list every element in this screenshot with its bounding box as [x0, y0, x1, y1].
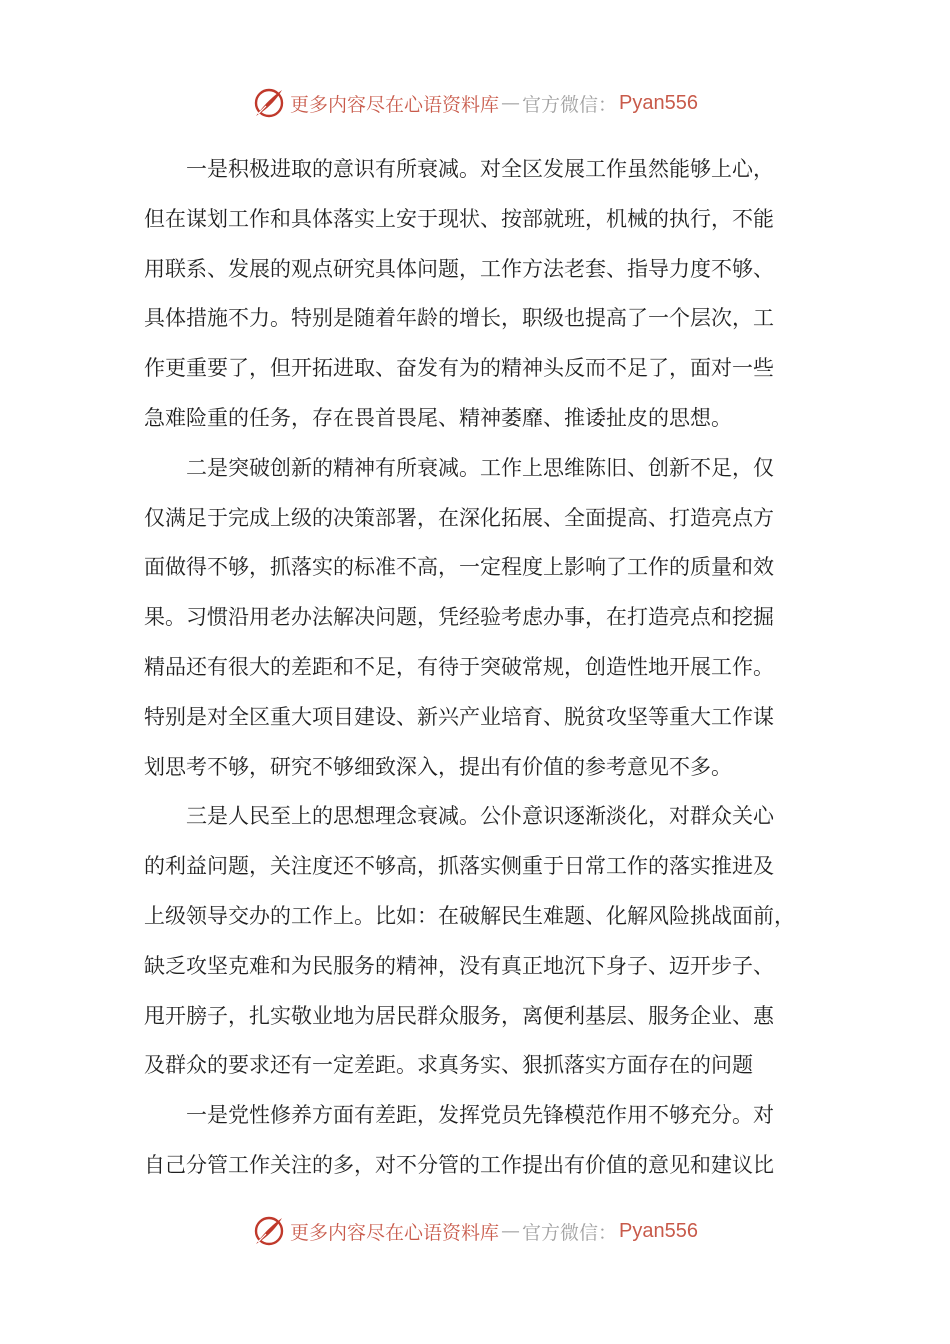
text-line: 三是人民至上的思想理念衰减。公仆意识逐渐淡化，对群众关心 — [186, 804, 774, 829]
header-banner — [0, 83, 950, 123]
text-line: 二是突破创新的精神有所衰减。工作上思维陈旧、创新不足，仅 — [186, 455, 774, 480]
text-line: 仅满足于完成上级的决策部署，在深化拓展、全面提高、打造亮点方 — [144, 505, 774, 530]
quill-logo-icon — [252, 1214, 286, 1248]
banner-separator: — — [501, 1220, 521, 1242]
banner-wechat-label: 官方微信： — [522, 93, 618, 116]
text-line: 自己分管工作关注的多，对不分管的工作提出有价值的意见和建议比 — [144, 1152, 774, 1177]
banner-wechat-id: Pyan556 — [619, 1219, 698, 1242]
text-line: 面做得不够，抓落实的标准不高，一定程度上影响了工作的质量和效 — [144, 555, 774, 580]
text-line: 特别是对全区重大项目建设、新兴产业培育、脱贫攻坚等重大工作谋 — [144, 704, 774, 729]
body-text — [144, 145, 804, 1191]
text-line: 划思考不够，研究不够细致深入，提出有价值的参考意见不多。 — [144, 754, 732, 779]
text-line: 上级领导交办的工作上。比如：在破解民生难题、化解风险挑战面前， — [144, 903, 795, 928]
banner-text: 更多内容尽在心语资料库 — [290, 93, 500, 116]
text-line: 具体措施不力。特别是随着年龄的增长，职级也提高了一个层次，工 — [144, 306, 774, 331]
banner-separator: — — [501, 92, 521, 114]
banner-wechat-id: Pyan556 — [619, 91, 698, 114]
banner-wechat-label: 官方微信： — [522, 1221, 618, 1244]
banner-text: 更多内容尽在心语资料库 — [290, 1221, 500, 1244]
footer-banner — [0, 1211, 950, 1251]
text-line: 但在谋划工作和具体落实上安于现状、按部就班，机械的执行，不能 — [144, 206, 774, 231]
text-line: 一是积极进取的意识有所衰减。对全区发展工作虽然能够上心， — [186, 157, 774, 181]
quill-logo-icon — [252, 86, 286, 120]
text-line: 精品还有很大的差距和不足，有待于突破常规，创造性地开展工作。 — [144, 654, 774, 679]
text-line: 一是党性修养方面有差距，发挥党员先锋模范作用不够充分。对 — [186, 1103, 774, 1128]
text-line: 作更重要了，但开拓进取、奋发有为的精神头反而不足了，面对一些 — [144, 356, 774, 381]
text-line: 的利益问题，关注度还不够高，抓落实侧重于日常工作的落实推进及 — [144, 854, 774, 879]
text-line: 甩开膀子，扎实敬业地为居民群众服务，离便利基层、服务企业、惠 — [144, 1003, 774, 1028]
text-line: 急难险重的任务，存在畏首畏尾、精神萎靡、推诿扯皮的思想。 — [144, 405, 732, 430]
text-line: 缺乏攻坚克难和为民服务的精神，没有真正地沉下身子、迈开步子、 — [144, 953, 774, 978]
text-line: 及群众的要求还有一定差距。求真务实、狠抓落实方面存在的问题 — [144, 1053, 753, 1078]
text-line: 果。习惯沿用老办法解决问题，凭经验考虑办事，在打造亮点和挖掘 — [144, 605, 774, 630]
text-line: 用联系、发展的观点研究具体问题，工作方法老套、指导力度不够、 — [144, 256, 774, 281]
